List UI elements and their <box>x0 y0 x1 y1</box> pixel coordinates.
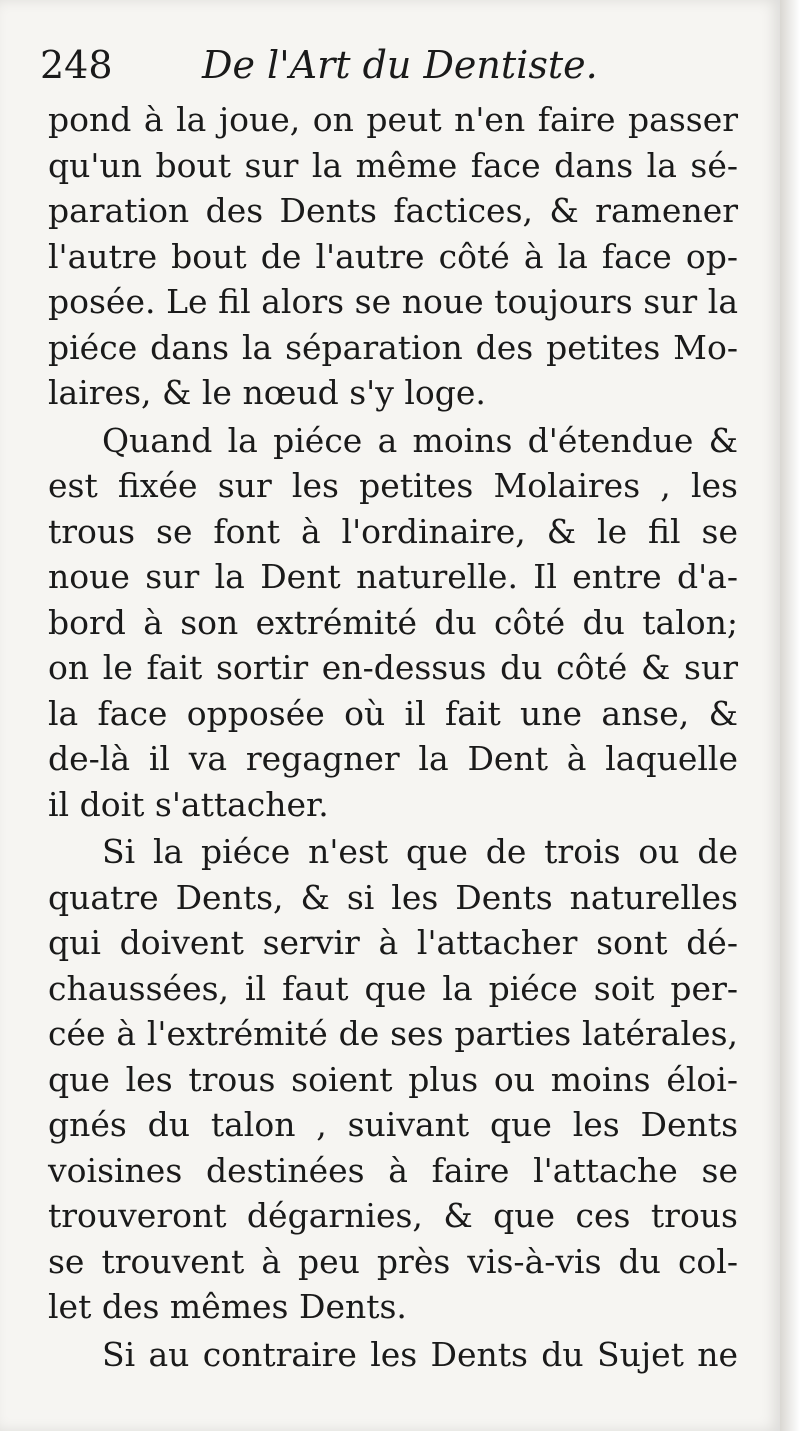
text-line: noue sur la Dent naturelle. Il entre d'a- <box>48 557 738 596</box>
text-line: piéce dans la séparation des petites Mo- <box>48 327 738 367</box>
text-line: chaussées, il faut que la piéce soit per- <box>48 968 738 1008</box>
text-line: trouveront dégarnies, & que ces trous <box>48 1196 738 1235</box>
text-line: voisines destinées à faire l'attache se <box>48 1150 738 1190</box>
text-line: gnés du talon , suivant que les Dents <box>48 1105 738 1144</box>
paragraph-first-line: Si la piéce n'est que de trois ou de <box>102 832 738 871</box>
page-edge <box>780 0 800 1431</box>
text-line: paration des Dents factices, & ramener <box>48 191 738 230</box>
body-text <box>48 97 738 1377</box>
text-line: que les trous soient plus ou moins éloi- <box>48 1059 738 1099</box>
text-line: pond à la joue, on peut n'en faire passer <box>48 100 738 139</box>
text-line: de-là il va regagner la Dent à laquelle <box>48 739 738 778</box>
paragraph-first-line: Quand la piéce a moins d'étendue & <box>102 420 738 460</box>
text-line: se trouvent à peu près vis-à-vis du col- <box>48 1241 738 1281</box>
text-line: posée. Le fil alors se noue toujours sur la <box>48 282 738 321</box>
text-line: qui doivent servir à l'attacher sont dé- <box>48 923 738 962</box>
text-line: il doit s'attacher. <box>48 784 329 824</box>
text-line: laires, & le nœud s'y loge. <box>48 373 486 412</box>
text-line: on le fait sortir en-dessus du côté & sur <box>48 648 738 687</box>
text-line: est fixée sur les petites Molaires , les <box>48 466 738 505</box>
text-line: bord à son extrémité du côté du talon; <box>48 602 738 642</box>
page-header <box>40 40 740 90</box>
text-line: la face opposée où il fait une anse, & <box>48 693 738 733</box>
page-number: 248 <box>40 43 113 87</box>
text-line: quatre Dents, & si les Dents naturelles <box>48 877 738 917</box>
paragraph-first-line: Si au contraire les Dents du Sujet ne <box>102 1334 738 1374</box>
text-line: qu'un bout sur la même face dans la sé- <box>48 145 738 185</box>
text-line: l'autre bout de l'autre côté à la face op- <box>48 236 738 276</box>
text-line: cée à l'extrémité de ses parties latérales, <box>48 1014 738 1053</box>
text-line: trous se font à l'ordinaire, & le fil se <box>48 511 738 551</box>
running-title: De l'Art du Dentiste. <box>202 43 598 87</box>
text-line: let des mêmes Dents. <box>48 1287 407 1326</box>
